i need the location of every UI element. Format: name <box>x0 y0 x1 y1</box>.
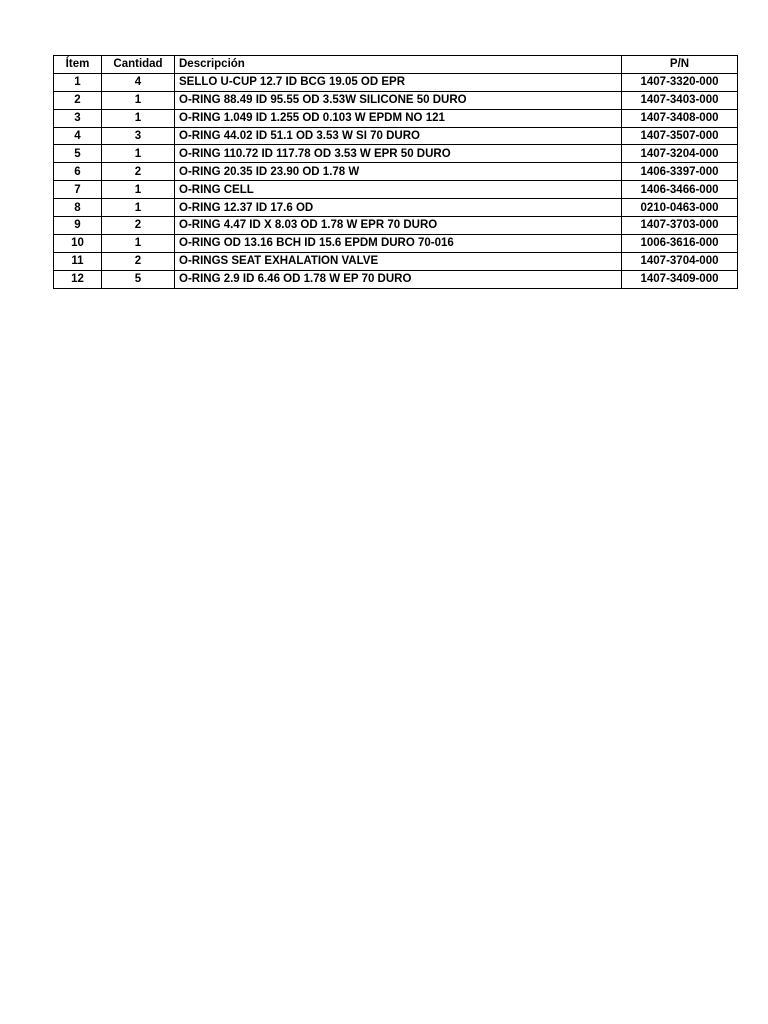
cell-item: 9 <box>54 217 102 235</box>
table-row <box>54 145 738 163</box>
parts-table <box>53 55 738 289</box>
cell-part-number: 1006-3616-000 <box>622 234 738 252</box>
cell-item: 1 <box>54 73 102 91</box>
cell-item: 2 <box>54 91 102 109</box>
cell-item: 7 <box>54 181 102 199</box>
cell-quantity: 1 <box>102 145 175 163</box>
cell-part-number: 1407-3409-000 <box>622 270 738 288</box>
cell-description: O-RING 1.049 ID 1.255 OD 0.103 W EPDM NO 121 <box>175 109 622 127</box>
table-row <box>54 73 738 91</box>
cell-quantity: 5 <box>102 270 175 288</box>
cell-part-number: 1407-3403-000 <box>622 91 738 109</box>
table-row <box>54 91 738 109</box>
cell-part-number: 1407-3703-000 <box>622 217 738 235</box>
cell-description: O-RING 4.47 ID X 8.03 OD 1.78 W EPR 70 DURO <box>175 217 622 235</box>
cell-quantity: 1 <box>102 109 175 127</box>
cell-item: 6 <box>54 163 102 181</box>
table-row <box>54 270 738 288</box>
cell-description: O-RING 2.9 ID 6.46 OD 1.78 W EP 70 DURO <box>175 270 622 288</box>
cell-item: 11 <box>54 252 102 270</box>
cell-quantity: 4 <box>102 73 175 91</box>
cell-description: O-RING 44.02 ID 51.1 OD 3.53 W SI 70 DURO <box>175 127 622 145</box>
table-body <box>54 73 738 288</box>
cell-quantity: 2 <box>102 217 175 235</box>
table-row <box>54 109 738 127</box>
table-row <box>54 252 738 270</box>
cell-item: 4 <box>54 127 102 145</box>
cell-quantity: 1 <box>102 91 175 109</box>
cell-quantity: 2 <box>102 252 175 270</box>
cell-item: 8 <box>54 199 102 217</box>
cell-description: O-RING 88.49 ID 95.55 OD 3.53W SILICONE 50 DURO <box>175 91 622 109</box>
cell-quantity: 1 <box>102 181 175 199</box>
table-row <box>54 199 738 217</box>
cell-quantity: 3 <box>102 127 175 145</box>
cell-part-number: 1407-3204-000 <box>622 145 738 163</box>
cell-item: 10 <box>54 234 102 252</box>
cell-quantity: 1 <box>102 234 175 252</box>
cell-item: 12 <box>54 270 102 288</box>
header-item: Ítem <box>54 56 102 74</box>
cell-part-number: 1406-3466-000 <box>622 181 738 199</box>
cell-item: 5 <box>54 145 102 163</box>
table-row <box>54 163 738 181</box>
cell-quantity: 1 <box>102 199 175 217</box>
table-header-row <box>54 56 738 74</box>
cell-part-number: 1407-3507-000 <box>622 127 738 145</box>
cell-description: O-RING 110.72 ID 117.78 OD 3.53 W EPR 50 DURO <box>175 145 622 163</box>
header-quantity: Cantidad <box>102 56 175 74</box>
table-row <box>54 127 738 145</box>
cell-part-number: 1407-3320-000 <box>622 73 738 91</box>
cell-description: O-RING 20.35 ID 23.90 OD 1.78 W <box>175 163 622 181</box>
table-row <box>54 217 738 235</box>
cell-part-number: 1407-3704-000 <box>622 252 738 270</box>
cell-description: O-RING 12.37 ID 17.6 OD <box>175 199 622 217</box>
cell-part-number: 1406-3397-000 <box>622 163 738 181</box>
cell-item: 3 <box>54 109 102 127</box>
table-row <box>54 181 738 199</box>
header-part-number: P/N <box>622 56 738 74</box>
header-description: Descripción <box>175 56 622 74</box>
cell-description: O-RINGS SEAT EXHALATION VALVE <box>175 252 622 270</box>
cell-description: SELLO U-CUP 12.7 ID BCG 19.05 OD EPR <box>175 73 622 91</box>
table-row <box>54 234 738 252</box>
cell-quantity: 2 <box>102 163 175 181</box>
cell-part-number: 0210-0463-000 <box>622 199 738 217</box>
cell-description: O-RING CELL <box>175 181 622 199</box>
cell-description: O-RING OD 13.16 BCH ID 15.6 EPDM DURO 70-016 <box>175 234 622 252</box>
cell-part-number: 1407-3408-000 <box>622 109 738 127</box>
